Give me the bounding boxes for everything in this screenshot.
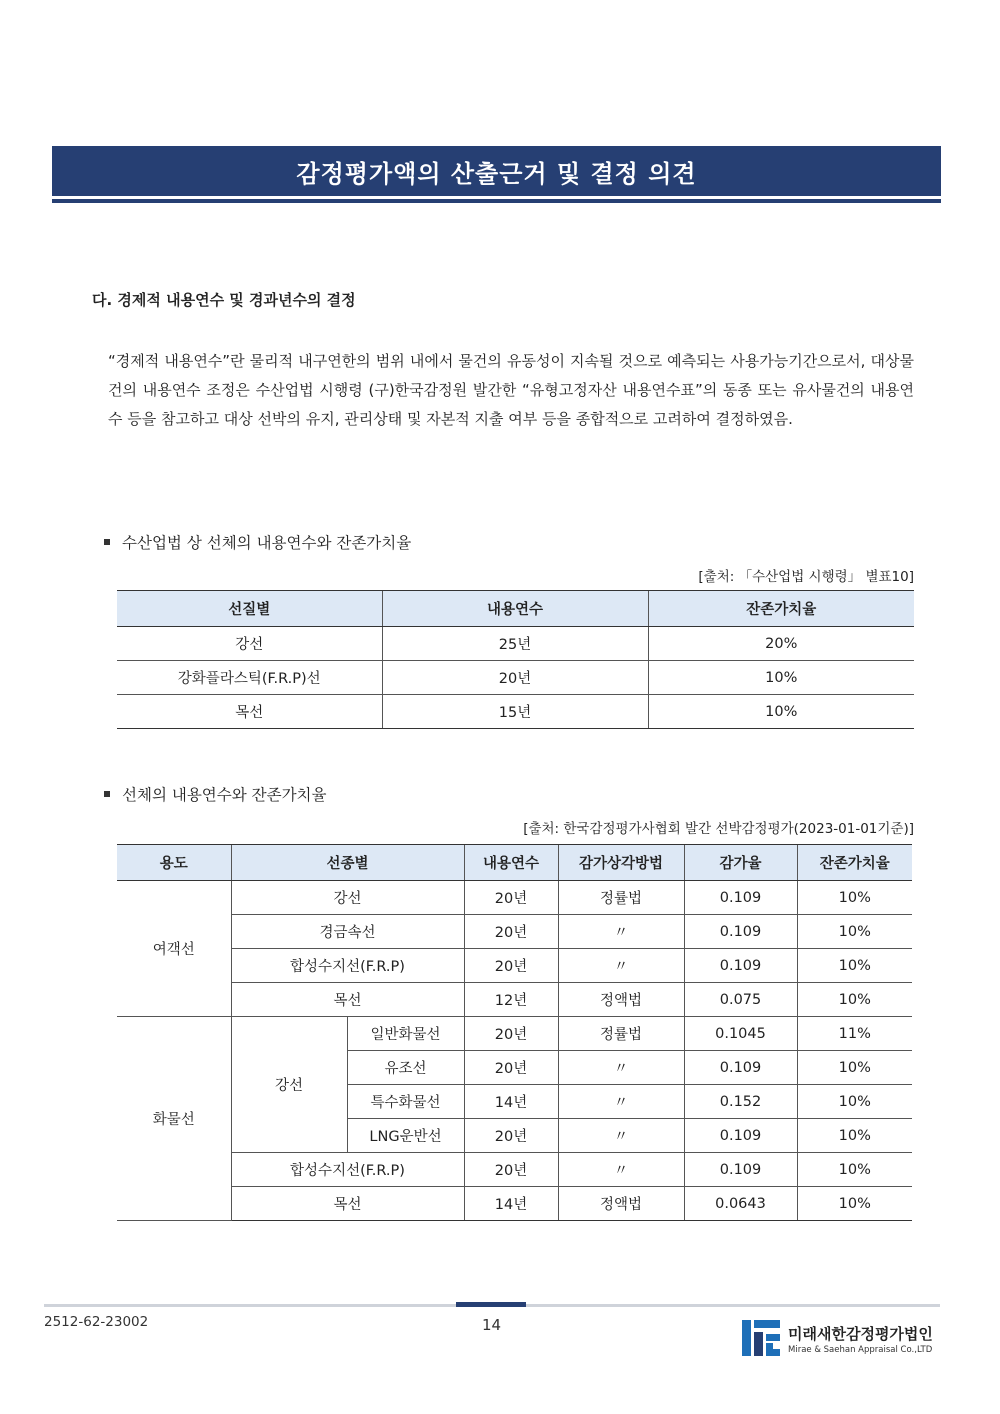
section-paragraph: “경제적 내용연수”란 물리적 내구연한의 범위 내에서 물건의 유동성이 지속될 것으로 예측되는 사용가능기간으로서, 대상물건의 내용연수 조정은 수산업법 시행령 (구)한국감정원 발간한 “유형고정자산 내용연수표”의 동종 또는 유사물건의 내용연수 등을 참고하고 대상 선박의 유지, 관리상태 및 자본적 지출 여부 등을 종합적으로 고려하여 결정하였음. (108, 352, 914, 428)
lifespan-cell: 20년 (382, 661, 648, 695)
table2-caption-text: 선체의 내용연수와 잔존가치율 (122, 786, 327, 804)
residual-cell: 10% (797, 1051, 912, 1085)
header-cell: 선질별 (117, 591, 382, 627)
rate-cell: 0.109 (684, 1119, 797, 1153)
method-cell: 정액법 (558, 983, 684, 1017)
company-logo-icon (740, 1318, 784, 1358)
header-cell: 내용연수 (382, 591, 648, 627)
table1-caption (104, 531, 411, 553)
header-cell: 감가율 (684, 845, 797, 881)
ship-subtype-cell: 특수화물선 (347, 1085, 464, 1119)
table-row (117, 983, 912, 1017)
rate-cell: 0.109 (684, 1051, 797, 1085)
ship-subtype-cell: LNG운반선 (347, 1119, 464, 1153)
method-cell: 〃 (558, 1085, 684, 1119)
lifespan-cell: 20년 (464, 881, 558, 915)
residual-cell: 10% (648, 661, 914, 695)
lifespan-cell: 20년 (464, 949, 558, 983)
ship-type-cell: 목선 (231, 1187, 464, 1221)
lifespan-cell: 20년 (464, 1017, 558, 1051)
rate-cell: 0.152 (684, 1085, 797, 1119)
method-cell: 정액법 (558, 1187, 684, 1221)
rate-cell: 0.075 (684, 983, 797, 1017)
residual-cell: 20% (648, 627, 914, 661)
residual-cell: 10% (797, 1119, 912, 1153)
table2-source: [출처: 한국감정평가사협회 발간 선박감정평가(2023-01-01기준)] (523, 821, 914, 837)
method-cell: 〃 (558, 1153, 684, 1187)
residual-cell: 10% (648, 695, 914, 729)
ship-type-cell: 목선 (231, 983, 464, 1017)
hull-depreciation-table (117, 844, 912, 1221)
table-row (117, 915, 912, 949)
lifespan-cell: 20년 (464, 1153, 558, 1187)
usage-cell-passenger: 여객선 (117, 881, 231, 1017)
rate-cell: 0.109 (684, 1153, 797, 1187)
lifespan-cell: 20년 (464, 1051, 558, 1085)
rate-cell: 0.109 (684, 881, 797, 915)
residual-cell: 10% (797, 983, 912, 1017)
residual-cell: 10% (797, 1085, 912, 1119)
rate-cell: 0.109 (684, 915, 797, 949)
ship-type-cell: 강선 (231, 881, 464, 915)
material-cell: 강화플라스틱(F.R.P)선 (117, 661, 382, 695)
document-id: 2512-62-23002 (44, 1314, 149, 1330)
residual-cell: 10% (797, 915, 912, 949)
lifespan-cell: 15년 (382, 695, 648, 729)
company-name-english: Mirae & Saehan Appraisal Co.,LTD (788, 1345, 933, 1355)
header-cell: 감가상각방법 (558, 845, 684, 881)
banner-underline (52, 199, 941, 203)
ship-type-cell: 합성수지선(F.R.P) (231, 1153, 464, 1187)
table-row (117, 1017, 912, 1051)
ship-type-cell: 합성수지선(F.R.P) (231, 949, 464, 983)
lifespan-cell: 14년 (464, 1187, 558, 1221)
rate-cell: 0.1045 (684, 1017, 797, 1051)
table-row (117, 661, 914, 695)
lifespan-cell: 20년 (464, 915, 558, 949)
table-header-row (117, 845, 912, 881)
residual-cell: 11% (797, 1017, 912, 1051)
usage-cell-cargo: 화물선 (117, 1017, 231, 1221)
table-row (117, 1187, 912, 1221)
section-heading: 다. 경제적 내용연수 및 경과년수의 결정 (92, 291, 356, 309)
lifespan-cell: 14년 (464, 1085, 558, 1119)
material-cell: 목선 (117, 695, 382, 729)
ship-subtype-cell: 일반화물선 (347, 1017, 464, 1051)
method-cell: 〃 (558, 1119, 684, 1153)
method-cell: 정률법 (558, 881, 684, 915)
bullet-square-icon (104, 539, 110, 545)
residual-cell: 10% (797, 949, 912, 983)
ship-type-cell: 경금속선 (231, 915, 464, 949)
header-cell: 용도 (117, 845, 231, 881)
method-cell: 〃 (558, 915, 684, 949)
lifespan-cell: 20년 (464, 1119, 558, 1153)
table-header-row (117, 591, 914, 627)
company-name-korean: 미래새한감정평가법인 (788, 1325, 933, 1343)
rate-cell: 0.109 (684, 949, 797, 983)
header-cell: 잔존가치율 (797, 845, 912, 881)
table-row (117, 881, 912, 915)
table1-source: [출처: 「수산업법 시행령」 별표10] (698, 569, 914, 585)
header-cell: 내용연수 (464, 845, 558, 881)
residual-cell: 10% (797, 1153, 912, 1187)
hull-lifespan-law-table (117, 590, 914, 729)
table-row (117, 695, 914, 729)
method-cell: 정률법 (558, 1017, 684, 1051)
residual-cell: 10% (797, 1187, 912, 1221)
company-logo (740, 1318, 950, 1362)
table-row (117, 949, 912, 983)
lifespan-cell: 12년 (464, 983, 558, 1017)
lifespan-cell: 25년 (382, 627, 648, 661)
bullet-square-icon (104, 791, 110, 797)
table-row (117, 627, 914, 661)
table2-caption (104, 783, 327, 805)
method-cell: 〃 (558, 949, 684, 983)
page-banner-title: 감정평가액의 산출근거 및 결정 의견 (52, 146, 941, 196)
page-number: 14 (482, 1316, 502, 1334)
footer-divider-accent (456, 1302, 526, 1307)
rate-cell: 0.0643 (684, 1187, 797, 1221)
table1-caption-text: 수산업법 상 선체의 내용연수와 잔존가치율 (122, 534, 412, 552)
method-cell: 〃 (558, 1051, 684, 1085)
header-cell: 잔존가치율 (648, 591, 914, 627)
ship-subtype-cell: 유조선 (347, 1051, 464, 1085)
steel-group-cell: 강선 (231, 1017, 347, 1153)
material-cell: 강선 (117, 627, 382, 661)
table-row (117, 1153, 912, 1187)
residual-cell: 10% (797, 881, 912, 915)
header-cell: 선종별 (231, 845, 464, 881)
